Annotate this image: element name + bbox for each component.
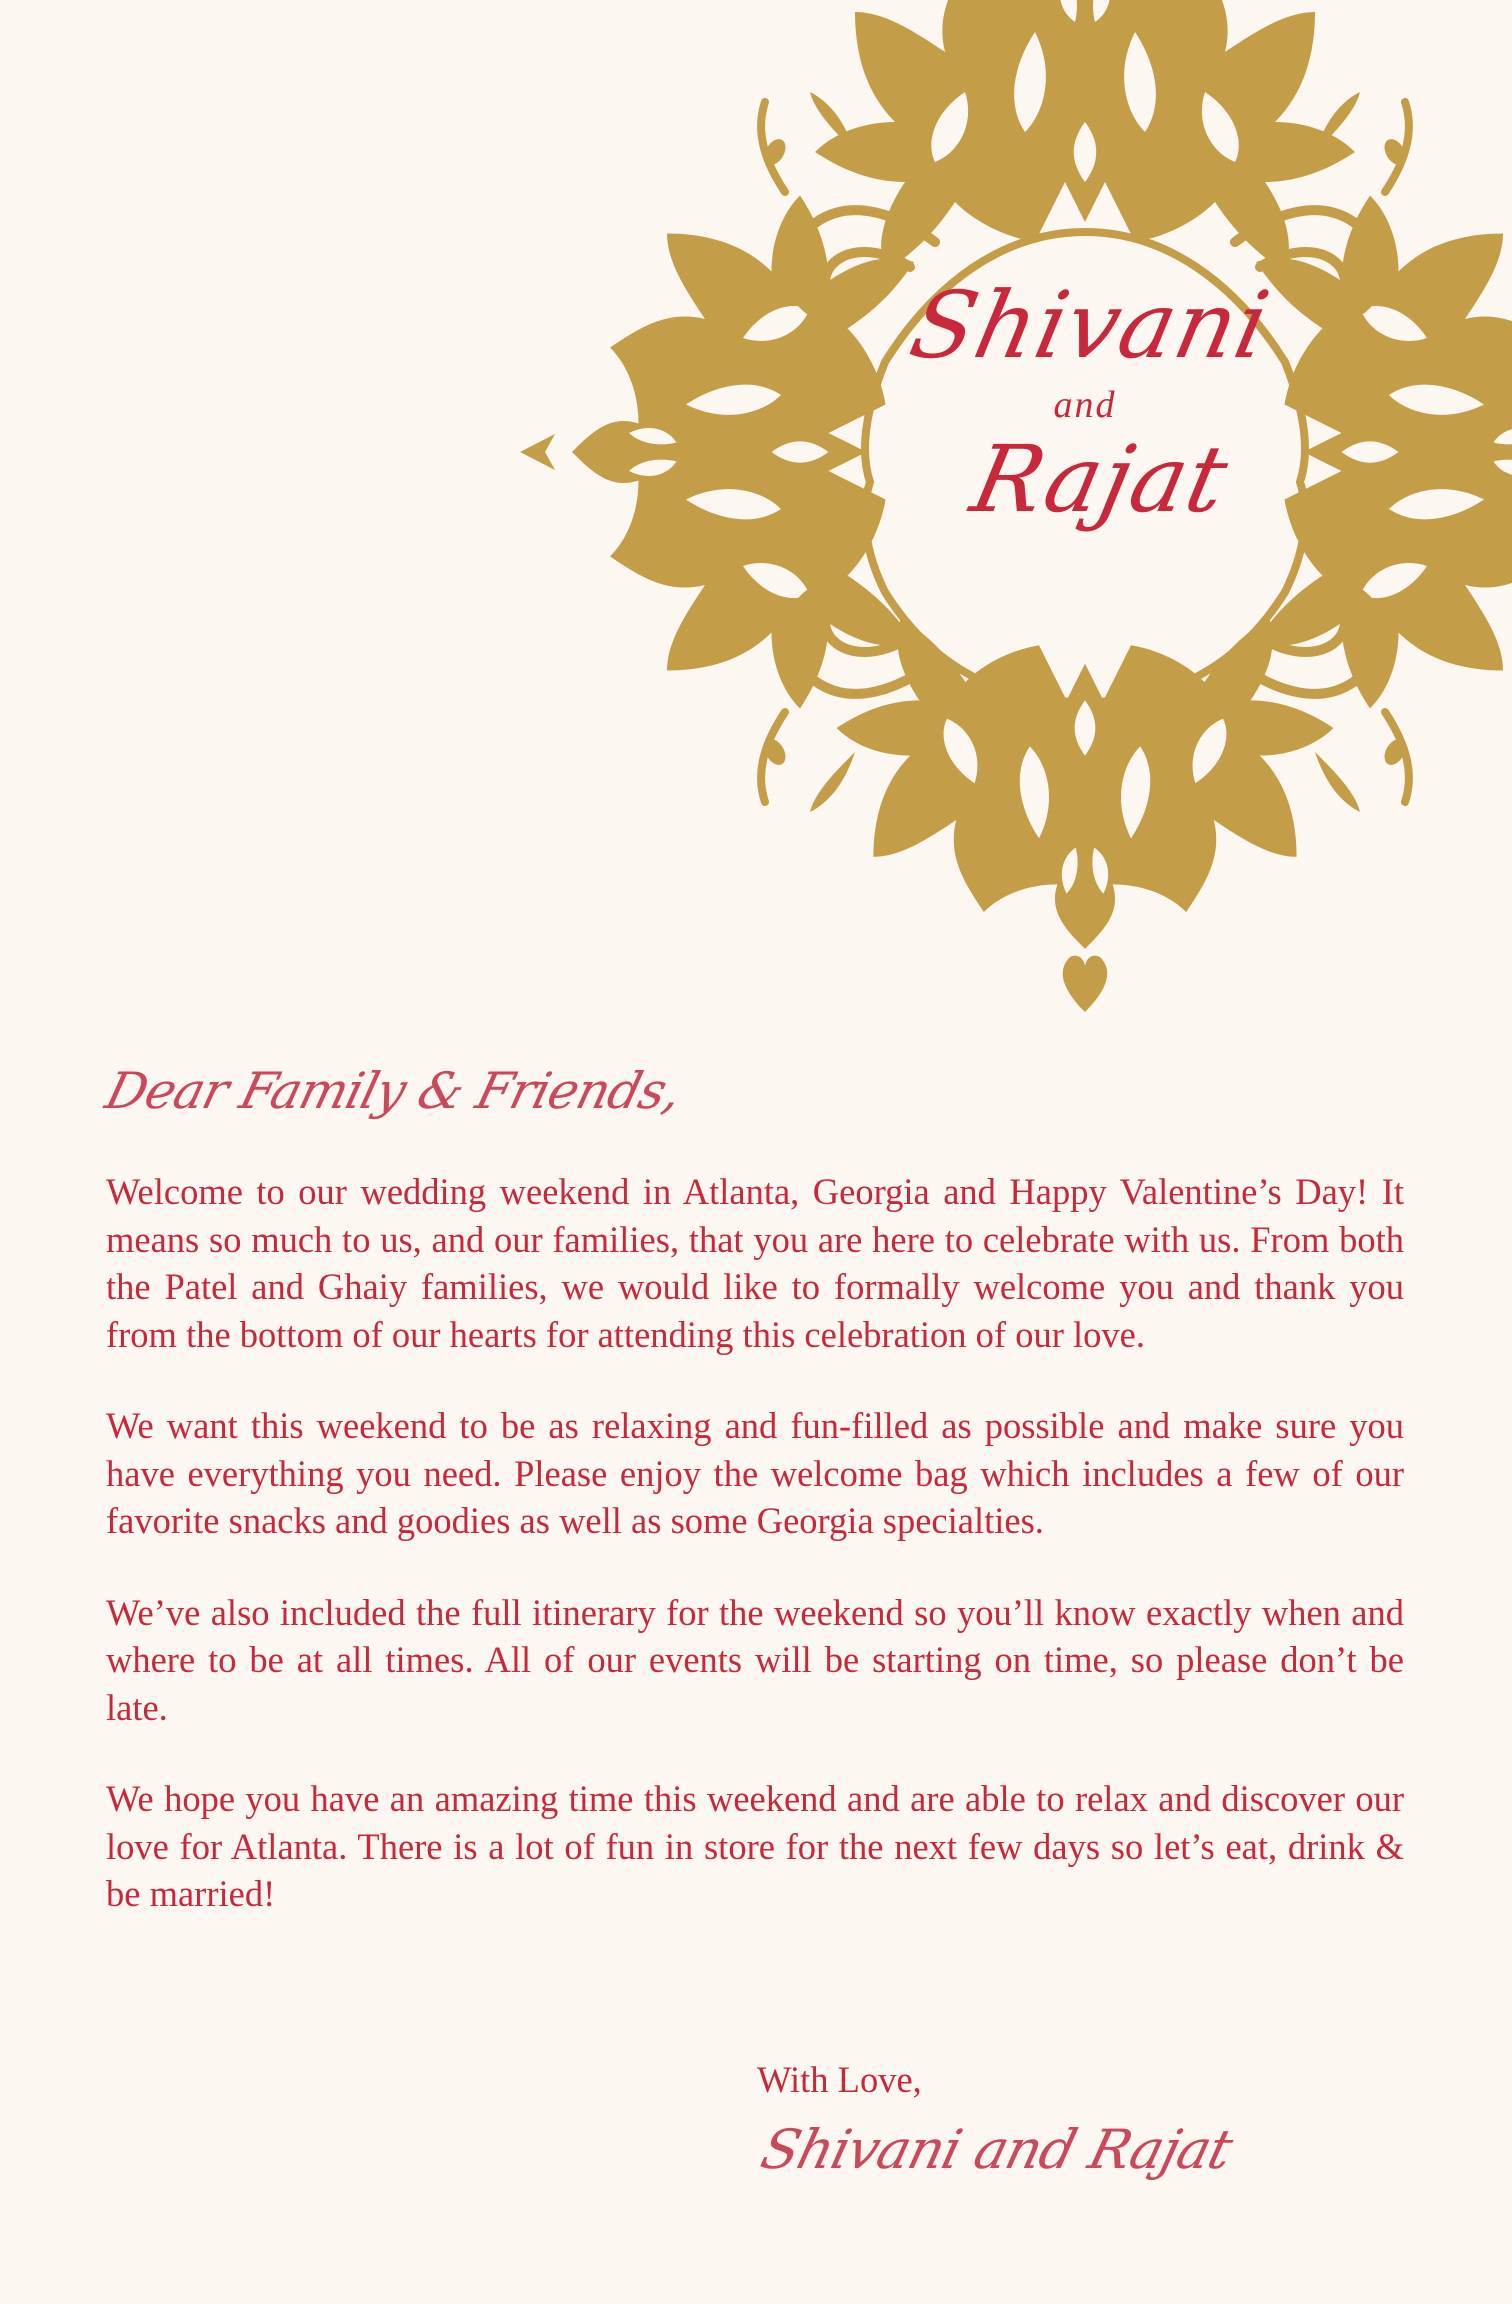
paragraph-welcome-bag: We want this weekend to be as relaxing and fun-filled as possible and make sure you have everything you need. Please enjoy the welcome bag which includes a few of our favorite snacks and goodies as well as some Georgia specialties. (106, 1405, 1404, 1541)
letter-body (106, 1168, 1404, 1962)
letter-signature: Shivani and Rajat (755, 2118, 1239, 2181)
couple-monogram (870, 272, 1300, 533)
letter-closing: With Love, (757, 2059, 922, 2100)
monogram-name-shivani: Shivani (901, 272, 1279, 379)
paragraph-closing-wishes: We hope you have an amazing time this weekend and are able to relax and discover our love for Atlanta. There is a lot of fun in store for the next few days so let’s eat, drink & be married! (106, 1778, 1404, 1914)
monogram-name-rajat: Rajat (962, 426, 1238, 533)
letter-salutation: Dear Family & Friends, (100, 1062, 687, 1120)
monogram-and: and (1053, 384, 1117, 426)
paragraph-welcome: Welcome to our wedding weekend in Atlanta, Georgia and Happy Valentine’s Day! It means so much to us, and our families, that you are here to celebrate with us. From both the Patel and Ghaiy families, we would like to formally welcome you and thank you from the bottom of our hearts for attending this celebration of our love. (106, 1171, 1404, 1355)
paragraph-itinerary: We’ve also included the full itinerary for the weekend so you’ll know exactly when and where to be at all times. All of our events will be starting on time, so please don’t be late. (106, 1591, 1404, 1728)
